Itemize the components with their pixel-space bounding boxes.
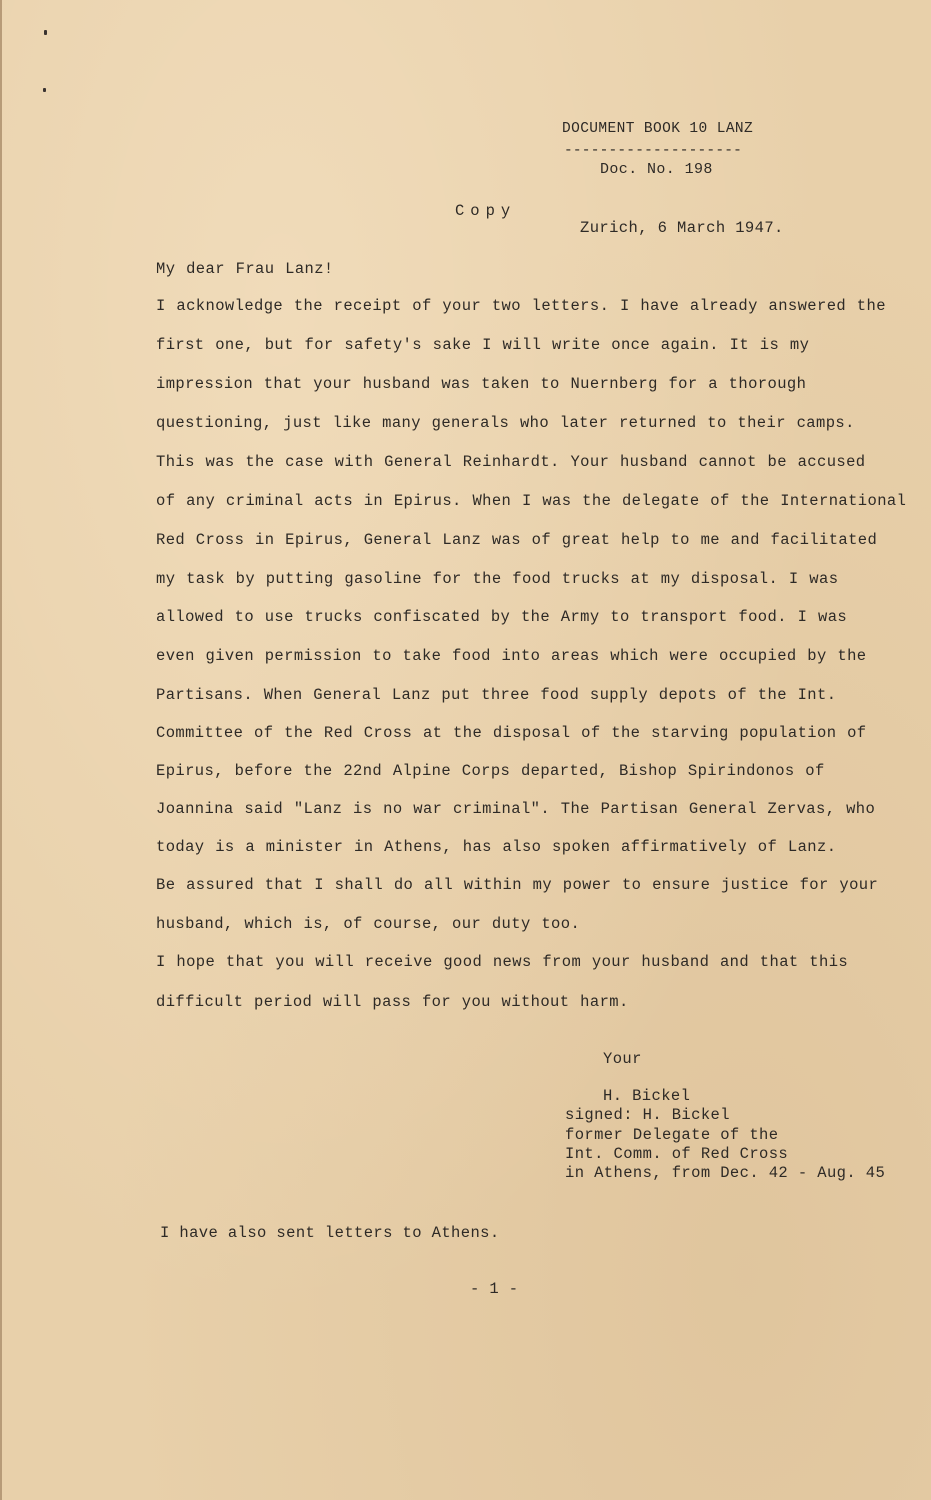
body-line: of any criminal acts in Epirus. When I was the delegate of the International (156, 492, 907, 510)
signature-signed: signed: H. Bickel (565, 1106, 730, 1124)
body-line: Joannina said "Lanz is no war criminal". The Partisan General Zervas, who (156, 800, 876, 818)
closing: Your (603, 1050, 642, 1068)
signature-title: former Delegate of the (565, 1126, 779, 1144)
body-line: Red Cross in Epirus, General Lanz was of great help to me and facilitated (156, 531, 878, 549)
body-line: This was the case with General Reinhardt. Your husband cannot be accused (156, 453, 866, 471)
salutation: My dear Frau Lanz! (156, 260, 334, 278)
body-line: my task by putting gasoline for the food trucks at my disposal. I was (156, 570, 839, 588)
body-line: impression that your husband was taken to Nuernberg for a thorough (156, 375, 807, 393)
signature-title: Int. Comm. of Red Cross (565, 1145, 789, 1163)
date-line: Zurich, 6 March 1947. (580, 219, 784, 237)
signature-title: in Athens, from Dec. 42 - Aug. 45 (565, 1164, 886, 1182)
signature-name: H. Bickel (603, 1087, 691, 1105)
paper-speck (43, 88, 46, 92)
body-line: Partisans. When General Lanz put three food supply depots of the Int. (156, 686, 837, 704)
body-line: Committee of the Red Cross at the disposal of the starving population of (156, 724, 867, 742)
copy-label: Copy (455, 202, 517, 220)
body-line: I acknowledge the receipt of your two letters. I have already answered the (156, 297, 886, 315)
body-line: first one, but for safety's sake I will write once again. It is my (156, 336, 810, 354)
body-line: questioning, just like many generals who later returned to their camps. (156, 414, 855, 432)
body-line: even given permission to take food into areas which were occupied by the (156, 647, 867, 665)
body-line: Epirus, before the 22nd Alpine Corps departed, Bishop Spirindonos of (156, 762, 825, 780)
body-line: today is a minister in Athens, has also spoken affirmatively of Lanz. (156, 838, 837, 856)
header-divider: -------------------- (564, 143, 743, 159)
body-line: difficult period will pass for you without harm. (156, 993, 629, 1011)
body-line: Be assured that I shall do all within my power to ensure justice for your (156, 876, 879, 894)
document-number: Doc. No. 198 (600, 161, 713, 178)
paper-speck (44, 30, 47, 35)
body-line: allowed to use trucks confiscated by the Army to transport food. I was (156, 608, 848, 626)
document-book-title: DOCUMENT BOOK 10 LANZ (562, 121, 754, 137)
body-line: I hope that you will receive good news from your husband and that this (156, 953, 849, 971)
page-number: - 1 - (470, 1280, 519, 1298)
postscript: I have also sent letters to Athens. (160, 1224, 500, 1242)
body-line: husband, which is, of course, our duty too. (156, 915, 581, 933)
